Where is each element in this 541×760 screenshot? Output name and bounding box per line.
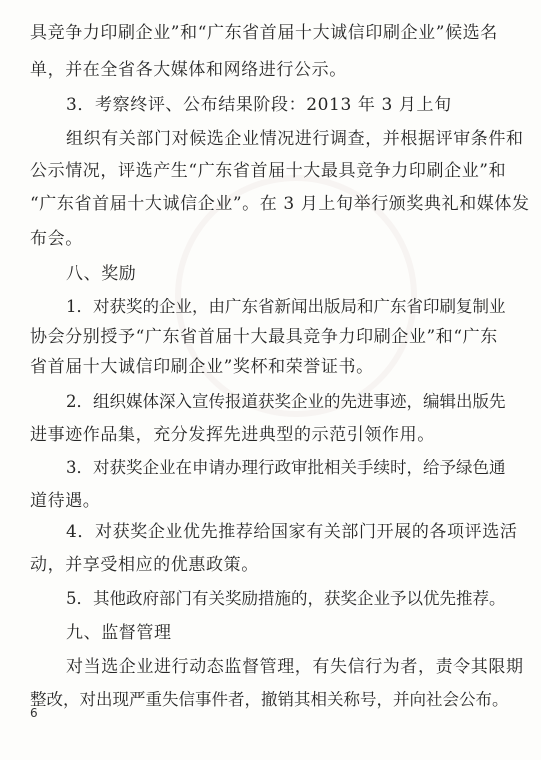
text-line: 省首届十大诚信印刷企业”奖杯和荣誉证书。 [30, 357, 374, 377]
text-line: “广东省首届十大诚信企业”。在 3 月上旬举行颁奖典礼和媒体发 [30, 194, 530, 214]
page-number: 6 [30, 706, 38, 720]
text-line: 布会。 [30, 229, 83, 249]
text-line: 具竞争力印刷企业”和“广东省首届十大诚信印刷企业”候选名 [30, 23, 498, 43]
text-line: 3．对获奖企业在申请办理行政审批相关手续时，给予绿色通 [66, 458, 506, 477]
section-heading-supervision: 九、监督管理 [66, 623, 172, 643]
text-line: 动，并享受相应的优惠政策。 [30, 555, 259, 575]
text-line: 2．组织媒体深入宣传报道获奖企业的先进事迹，编辑出版先 [66, 392, 506, 411]
text-line: 4．对获奖企业优先推荐给国家有关部门开展的各项评选活 [66, 522, 518, 542]
text-line: 道待遇。 [30, 491, 101, 511]
section-heading-stage-3: 3．考察终评、公布结果阶段：2013 年 3 月上旬 [66, 95, 452, 115]
text-line: 进事迹作品集，充分发挥先进典型的示范引领作用。 [30, 425, 435, 445]
text-line: 协会分别授予“广东省首届十大最具竞争力印刷企业”和“广东 [30, 327, 498, 347]
text-line: 5．其他政府部门有关奖励措施的，获奖企业予以优先推荐。 [66, 589, 506, 608]
section-heading-rewards: 八、奖励 [66, 264, 137, 284]
text-line: 整改，对出现严重失信事件者，撤销其相关称号，并向社会公布。 [30, 690, 509, 709]
text-line: 组织有关部门对候选企业情况进行调查，并根据评审条件和 [66, 129, 524, 149]
text-line: 公示情况，评选产生“广东省首届十大最具竞争力印刷企业”和 [30, 161, 507, 181]
text-line: 单，并在全省各大媒体和网络进行公示。 [30, 60, 347, 80]
text-line: 对当选企业进行动态监督管理，有失信行为者，责令其限期 [66, 657, 524, 677]
text-line: 1．对获奖的企业，由广东省新闻出版局和广东省印刷复制业 [66, 297, 506, 316]
